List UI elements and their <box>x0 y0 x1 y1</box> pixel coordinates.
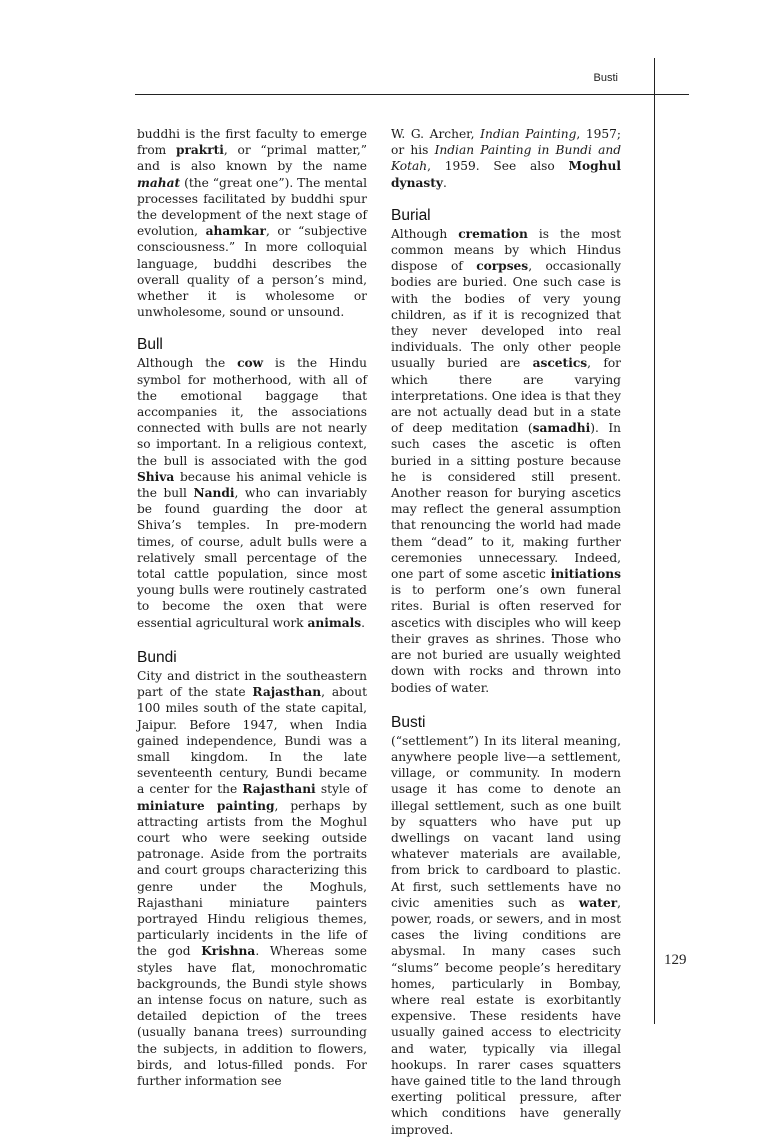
left-column <box>137 126 367 1089</box>
emphasis-term: Moghul dynasty <box>391 159 621 190</box>
text-run: is to perform one’s own funeral rites. Burial is often reserved for ascetics with disciples who will keep their graves as shrines. Those who are not buried are usually weighted down with rocks and thrown into bodies of water. <box>391 583 621 695</box>
text-run: is the Hindu symbol for motherhood, with all of the emotional baggage that accompanies it, the associations connected with bulls are not nearly so important. In a religious context, the bull is associated with the god <box>137 356 367 468</box>
emphasis-term: Rajasthan <box>252 685 322 700</box>
emphasis-term: Indian Painting in Bundi and Kotah <box>391 143 621 174</box>
text-run: . Whereas some styles have flat, monochromatic backgrounds, the Bundi style shows an intense focus on nature, such as detailed depiction of the trees (usually banana trees) surrounding the subjects, in addition to flowers, birds, and lotus-filled ponds. For further information see <box>137 944 367 1088</box>
emphasis-term: prakrti <box>175 143 224 158</box>
entry-body-busti <box>391 733 621 1138</box>
entry-body-bull <box>137 355 367 630</box>
emphasis-term: Krishna <box>201 944 256 959</box>
text-run: because his animal vehicle is the bull <box>137 469 367 501</box>
emphasis-term: samadhi <box>532 421 591 436</box>
emphasis-term: mahat <box>137 175 181 190</box>
text-run: ). In such cases the ascetic is often buried in a sitting posture because he is considered still present. Another reason for burying ascetics may reflect the general assumption that renouncing the world had made them “dead” to it, making further ceremonies unnecessary. Indeed, one part of some ascetic <box>391 421 621 582</box>
text-run: (the “great one”). The mental processes facilitated by buddhi spur the development of the next stage of evolution, <box>137 175 367 239</box>
entry-heading-busti: Busti <box>391 713 426 731</box>
entry-heading-bull: Bull <box>137 336 163 354</box>
text-run: Although <box>391 226 459 241</box>
continuation-paragraph <box>137 126 367 320</box>
text-run: , occasionally bodies are buried. One such case is with the bodies of very young children, as if it is recognized that they never developed into real individuals. The only other people usually buried are <box>391 259 621 371</box>
entry-heading-burial: Burial <box>391 206 431 224</box>
emphasis-term: cow <box>237 356 264 371</box>
text-run: Although the <box>137 356 238 371</box>
text-run: buddhi is the first faculty to emerge from <box>137 127 367 158</box>
text-run: City and district in the southeastern part of the state <box>137 668 367 700</box>
page-number: 129 <box>664 952 687 968</box>
text-run: , or “primal matter,” and is also known by the name <box>137 143 367 174</box>
emphasis-term: initiations <box>550 567 621 582</box>
continuation-paragraph <box>391 126 621 191</box>
text-run: , for which there are varying interpretations. One idea is that they are not actually dead but in a state of deep meditation ( <box>391 356 621 436</box>
emphasis-term: miniature painting <box>137 798 275 813</box>
header-rule <box>135 94 689 95</box>
text-run: , perhaps by attracting artists from the Moghul court who were seeking outside patronage. Aside from the portraits and court groups characterizing this genre under the Moghuls, Rajasthani miniature painters portrayed Hindu religious themes, particularly incidents in the life of the god <box>137 798 368 959</box>
emphasis-term: ascetics <box>532 356 588 371</box>
text-run: , or “subjective consciousness.” In more colloquial language, buddhi describes the overall quality of a person’s mind, whether it is wholesome or unwholesome, sound or unsound. <box>137 224 367 320</box>
right-column <box>391 126 621 1138</box>
text-run: , 1959. See also <box>427 159 569 174</box>
emphasis-term: Nandi <box>193 486 235 501</box>
emphasis-term: animals <box>307 615 362 630</box>
running-head: Busti <box>593 72 618 84</box>
text-run: W. G. Archer, <box>391 127 481 141</box>
emphasis-term: corpses <box>476 259 529 274</box>
text-run: , power, roads, or sewers, and in most cases the living conditions are abysmal. In many cases such “slums” become people’s hereditary homes, particularly in Bombay, where real estate is exorbitantly expensive. These residents have usually gained access to electricity and water, typically via illegal hookups. In rarer cases squatters have gained title to the land through exerting political pressure, after which conditions have generally improved. <box>391 895 621 1137</box>
emphasis-term: ahamkar <box>205 224 266 239</box>
text-run: . <box>442 175 447 190</box>
text-run: , 1957; or his <box>391 127 622 158</box>
text-run: . <box>361 615 365 630</box>
emphasis-term: Indian Painting <box>480 127 577 141</box>
text-run: , about 100 miles south of the state capital, Jaipur. Before 1947, when India gained independence, Bundi was a small kingdom. In the late seventeenth century, Bundi became a center for the <box>137 685 368 797</box>
margin-rule <box>654 58 655 1024</box>
text-run: is the most common means by which Hindus dispose of <box>391 226 621 274</box>
text-run: (“settlement”) In its literal meaning, anywhere people live—a settlement, village, or community. In modern usage it has come to denote an illegal settlement, such as one built by squatters who have put up dwellings on vacant land using whatever materials are available, from brick to cardboard to plastic. At first, such settlements have no civic amenities such as <box>391 733 621 910</box>
text-run: , who can invariably be found guarding the door at Shiva’s temples. In pre-modern times, of course, adult bulls were a relatively small percentage of the total cattle population, since most young bulls were routinely castrated to become the oxen that were essential agricultural work <box>137 486 368 630</box>
entry-body-bundi <box>137 668 367 1089</box>
entry-heading-bundi: Bundi <box>137 648 177 666</box>
entry-body-burial <box>391 226 621 696</box>
text-run: style of <box>315 782 367 797</box>
emphasis-term: Rajasthani <box>242 782 316 797</box>
emphasis-term: water <box>578 895 618 910</box>
emphasis-term: cremation <box>458 226 528 241</box>
emphasis-term: Shiva <box>137 469 175 484</box>
